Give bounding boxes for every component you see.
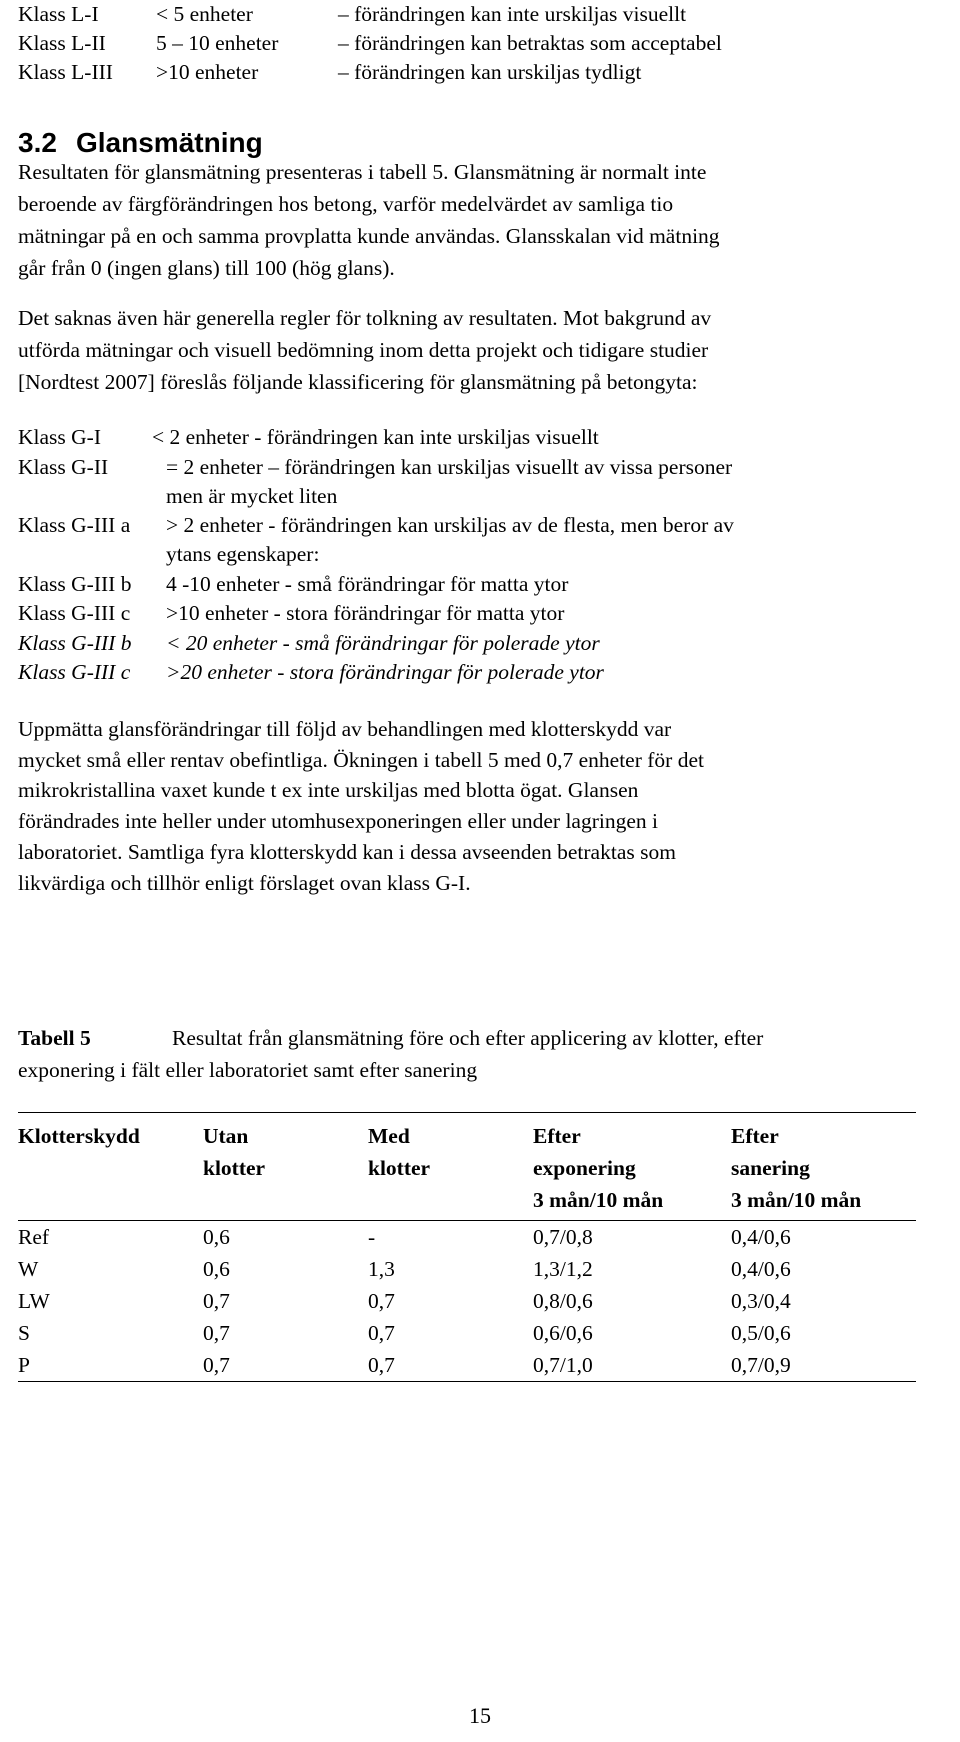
- l-class-name: Klass L-I: [18, 2, 99, 26]
- paragraph-line: Uppmätta glansförändringar till följd av behandlingen med klotterskydd var: [18, 717, 672, 741]
- g-class-name: Klass G-III a: [18, 513, 131, 537]
- table-cell: 0,8/0,6: [533, 1289, 593, 1313]
- table-cell: Ref: [18, 1225, 50, 1249]
- l-class-row: [18, 0, 99, 30]
- paragraph-line: beroende av färgförändringen hos betong, varför medelvärdet av samliga tio: [18, 192, 674, 216]
- g-class-text: < 20 enheter - små förändringar för polerade ytor: [166, 631, 600, 655]
- table-row: [18, 1317, 916, 1349]
- table-caption: [18, 1022, 948, 1086]
- table-header-cell: Utan klotter: [203, 1124, 266, 1180]
- g-class-text: >10 enheter - stora förändringar för matta ytor: [166, 601, 565, 625]
- g-class-text: >20 enheter - stora förändringar för polerade ytor: [166, 660, 604, 684]
- table-cell: 0,6/0,6: [533, 1321, 593, 1345]
- section-number: 3.2: [18, 127, 57, 158]
- table-cell: W: [18, 1257, 39, 1281]
- table-cell: 0,6: [203, 1257, 230, 1281]
- table-cell: 0,7: [368, 1289, 395, 1313]
- table-cell: 0,4/0,6: [731, 1225, 791, 1249]
- table-cell: 0,4/0,6: [731, 1257, 791, 1281]
- g-class-name: Klass G-III b: [18, 572, 132, 596]
- g-class-text: 4 -10 enheter - små förändringar för matta ytor: [166, 572, 569, 596]
- section-title: Glansmätning: [76, 127, 263, 158]
- table-caption-text: exponering i fält eller laboratoriet samt efter sanering: [18, 1058, 478, 1082]
- paragraph-line: Det saknas även här generella regler för tolkning av resultaten. Mot bakgrund av: [18, 306, 712, 330]
- table-header-cell: Efter exponering 3 mån/10 mån: [533, 1124, 664, 1212]
- table-header-cell: Klotterskydd: [18, 1124, 140, 1148]
- g-class-name: Klass G-II: [18, 455, 109, 479]
- g-class-name: Klass G-I: [18, 425, 101, 449]
- table-cell: 0,7: [203, 1353, 230, 1377]
- table-cell: 0,7: [368, 1353, 395, 1377]
- table-header-cell: Med klotter: [368, 1124, 431, 1180]
- l-class-name: Klass L-II: [18, 31, 106, 55]
- l-class-desc: – förändringen kan urskiljas tydligt: [338, 60, 642, 84]
- l-class-desc: – förändringen kan betraktas som acceptabel: [338, 31, 722, 55]
- table-row: [18, 1221, 916, 1254]
- paragraph-line: [Nordtest 2007] föreslås följande klassificering för glansmätning på betongyta:: [18, 370, 698, 394]
- table-cell: 1,3/1,2: [533, 1257, 593, 1281]
- page-number: 15: [469, 1703, 491, 1728]
- table-cell: 0,7/0,9: [731, 1353, 791, 1377]
- paragraph-line: likvärdiga och tillhör enligt förslaget ovan klass G-I.: [18, 870, 471, 895]
- paragraph-line: laboratoriet. Samtliga fyra klotterskydd kan i dessa avseenden betraktas som: [18, 839, 676, 864]
- table-cell: -: [368, 1225, 376, 1249]
- paragraph-line: mätningar på en och samma provplatta kunde användas. Glansskalan vid mätning: [18, 224, 720, 248]
- table-row: [18, 1285, 916, 1317]
- table-cell: LW: [18, 1289, 50, 1313]
- paragraph-line: går från 0 (ingen glans) till 100 (hög glans).: [18, 256, 395, 280]
- paragraph-intro: [18, 156, 948, 284]
- table-cell: S: [18, 1321, 30, 1345]
- paragraph-classification-intro: [18, 302, 948, 398]
- table-cell: 0,7: [368, 1321, 395, 1345]
- table-cell: 0,6: [203, 1225, 230, 1249]
- g-class-name: Klass G-III b: [18, 631, 132, 655]
- g-class-name: Klass G-III c: [18, 601, 131, 625]
- l-class-desc: – förändringen kan inte urskiljas visuellt: [338, 2, 687, 26]
- table-cell: 0,3/0,4: [731, 1289, 791, 1313]
- paragraph-line: mikrokristallina vaxet kunde t ex inte urskiljas med blotta ögat. Glansen: [18, 778, 639, 803]
- table-header-row: [18, 1113, 916, 1221]
- table-row: [18, 1253, 916, 1285]
- g-class-text: < 2 enheter - förändringen kan inte urskiljas visuellt: [152, 425, 599, 449]
- table-cell: 0,5/0,6: [731, 1321, 791, 1345]
- g-class-name: Klass G-III c: [18, 660, 131, 684]
- paragraph-line: förändrades inte heller under utomhusexponeringen eller under lagringen i: [18, 809, 658, 834]
- table-row: [18, 1349, 916, 1382]
- paragraph-line: utförda mätningar och visuell bedömning inom detta projekt och tidigare studier: [18, 338, 709, 362]
- table-cell: 0,7/1,0: [533, 1353, 593, 1377]
- table-cell: 0,7: [203, 1321, 230, 1345]
- table-cell: 0,7: [203, 1289, 230, 1313]
- table-cell: 0,7/0,8: [533, 1225, 593, 1249]
- paragraph-line: Resultaten för glansmätning presenteras i tabell 5. Glansmätning är normalt inte: [18, 160, 707, 184]
- g-class-text: > 2 enheter - förändringen kan urskiljas av de flesta, men beror av: [166, 513, 734, 537]
- section-heading: [18, 126, 263, 160]
- l-class-range: >10 enheter: [156, 60, 259, 84]
- table-cell: 1,3: [368, 1257, 395, 1281]
- l-class-range: 5 – 10 enheter: [156, 31, 279, 55]
- paragraph-line: mycket små eller rentav obefintliga. Ökningen i tabell 5 med 0,7 enheter för det: [18, 747, 704, 772]
- g-class-text-cont: ytans egenskaper:: [166, 542, 320, 566]
- g-class-text: = 2 enheter – förändringen kan urskiljas visuellt av vissa personer: [166, 455, 733, 479]
- table-cell: P: [18, 1353, 30, 1377]
- table-header-cell: Efter sanering 3 mån/10 mån: [731, 1124, 862, 1212]
- g-class-text-cont: men är mycket liten: [166, 484, 338, 508]
- paragraph-results: [18, 714, 948, 898]
- table-caption-label: Tabell 5: [18, 1026, 91, 1050]
- l-class-range: < 5 enheter: [156, 2, 253, 26]
- l-class-name: Klass L-III: [18, 60, 113, 84]
- gloss-results-table: [18, 1112, 916, 1382]
- table-caption-text: Resultat från glansmätning före och efter applicering av klotter, efter: [172, 1026, 764, 1050]
